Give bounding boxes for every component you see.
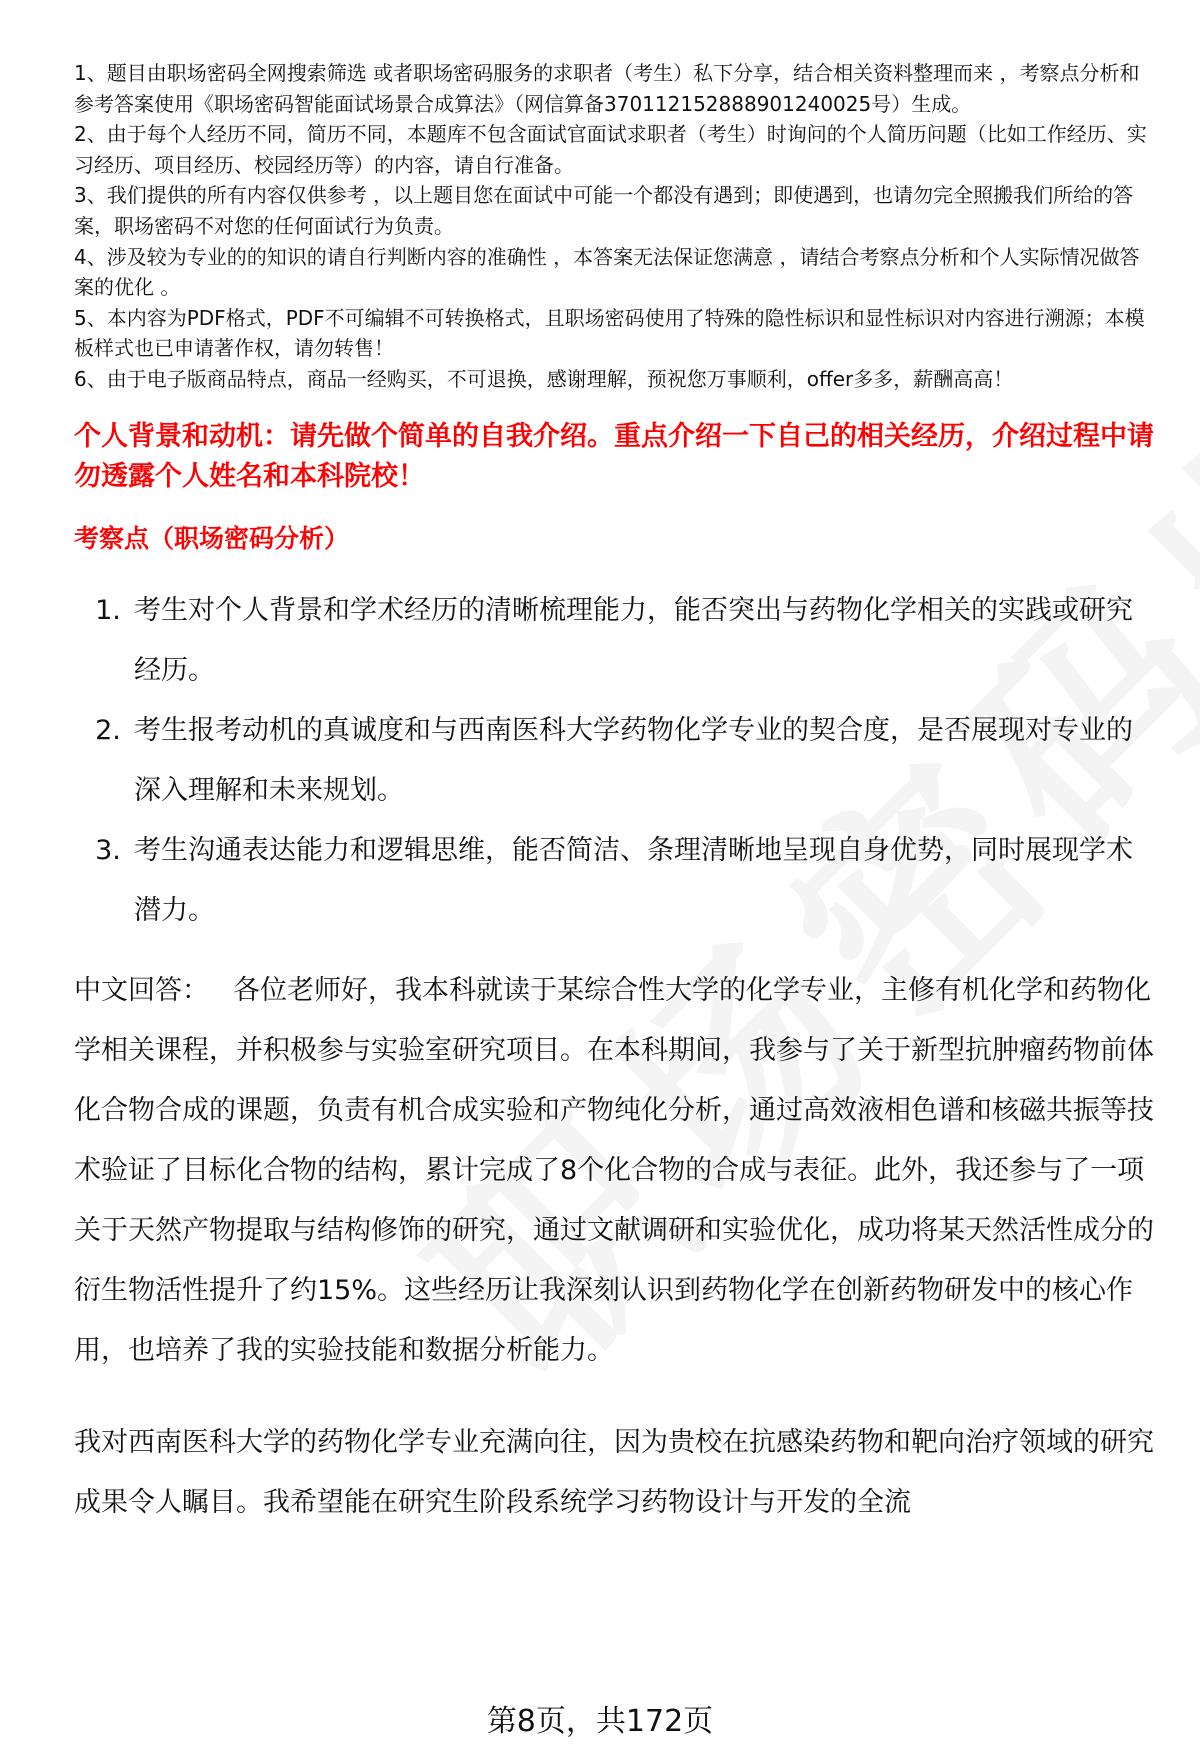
notice-item: 1、题目由职场密码全网搜索筛选 或者职场密码服务的求职者（考生）私下分享，结合相关资料整理而来 ，考察点分析和参考答案使用《职场密码智能面试场景合成算法》（网信算备370112152888901240025号）生成。 bbox=[74, 61, 1140, 116]
document-page bbox=[74, 58, 1154, 1533]
question-heading: 个人背景和动机：请先做个简单的自我介绍。重点介绍一下自己的相关经历，介绍过程中请勿透露个人姓名和本科院校！ bbox=[74, 420, 1154, 492]
list-item-text: 考生沟通表达能力和逻辑思维，能否简洁、条理清晰地呈现自身优势，同时展现学术潜力。 bbox=[134, 834, 1133, 926]
answer-paragraph-2: 我对西南医科大学的药物化学专业充满向往，因为贵校在抗感染药物和靶向治疗领域的研究成果令人瞩目。我希望能在研究生阶段系统学习药物设计与开发的全流 bbox=[74, 1426, 1154, 1518]
notice-block bbox=[74, 58, 1154, 395]
analysis-section-title: 考察点（职场密码分析） bbox=[74, 523, 350, 553]
list-item bbox=[74, 701, 1154, 821]
notice-item: 4、涉及较为专业的的知识的请自行判断内容的准确性 ，本答案无法保证您满意 ，请结合考察点分析和个人实际情况做答案的优化 。 bbox=[74, 244, 1140, 300]
notice-item: 2、由于每个人经历不同，简历不同，本题库不包含面试官面试求职者（考生）时询问的个人简历问题（比如工作经历、实习经历、项目经历、校园经历等）的内容，请自行准备。 bbox=[74, 122, 1147, 177]
answer-lead-label: 中文回答： bbox=[74, 974, 209, 1006]
notice-item: 6、由于电子版商品特点，商品一经购买，不可退换，感谢理解，预祝您万事顺利，offer多多，薪酬高高！ bbox=[74, 366, 1014, 391]
notice-item: 5、本内容为PDF格式，PDF不可编辑不可转换格式，且职场密码使用了特殊的隐性标识和显性标识对内容进行溯源；本模板样式也已申请著作权，请勿转售！ bbox=[74, 305, 1145, 361]
list-item bbox=[74, 821, 1154, 941]
list-item-number: 2. bbox=[95, 714, 121, 746]
page-number: 第8页，共172页 bbox=[486, 1704, 714, 1739]
notice-item: 3、我们提供的所有内容仅供参考 ，以上题目您在面试中可能一个都没有遇到；即使遇到，也请勿完全照搬我们所给的答案，职场密码不对您的任何面试行为负责。 bbox=[74, 183, 1134, 238]
list-item-number: 1. bbox=[95, 594, 121, 626]
answer-paragraph bbox=[74, 961, 1154, 1381]
list-item-text: 考生报考动机的真诚度和与西南医科大学药物化学专业的契合度，是否展现对专业的深入理解和未来规划。 bbox=[134, 714, 1133, 806]
answer-text: 各位老师好，我本科就读于某综合性大学的化学专业，主修有机化学和药物化学相关课程，并积极参与实验室研究项目。在本科期间，我参与了关于新型抗肿瘤药物前体化合物合成的课题，负责有机合成实验和产物纯化分析，通过高效液相色谱和核磁共振等技术验证了目标化合物的结构，累计完成了8个化合物的合成与表征。此外，我还参与了一项关于天然产物提取与结构修饰的研究，通过文献调研和实验优化，成功将某天然活性成分的衍生物活性提升了约15%。这些经历让我深刻认识到药物化学在创新药物研发中的核心作用，也培养了我的实验技能和数据分析能力。 bbox=[74, 974, 1154, 1366]
analysis-points-list bbox=[74, 581, 1154, 941]
list-item-number: 3. bbox=[95, 834, 121, 866]
list-item bbox=[74, 581, 1154, 701]
list-item-text: 考生对个人背景和学术经历的清晰梳理能力，能否突出与药物化学相关的实践或研究经历。 bbox=[134, 594, 1133, 686]
